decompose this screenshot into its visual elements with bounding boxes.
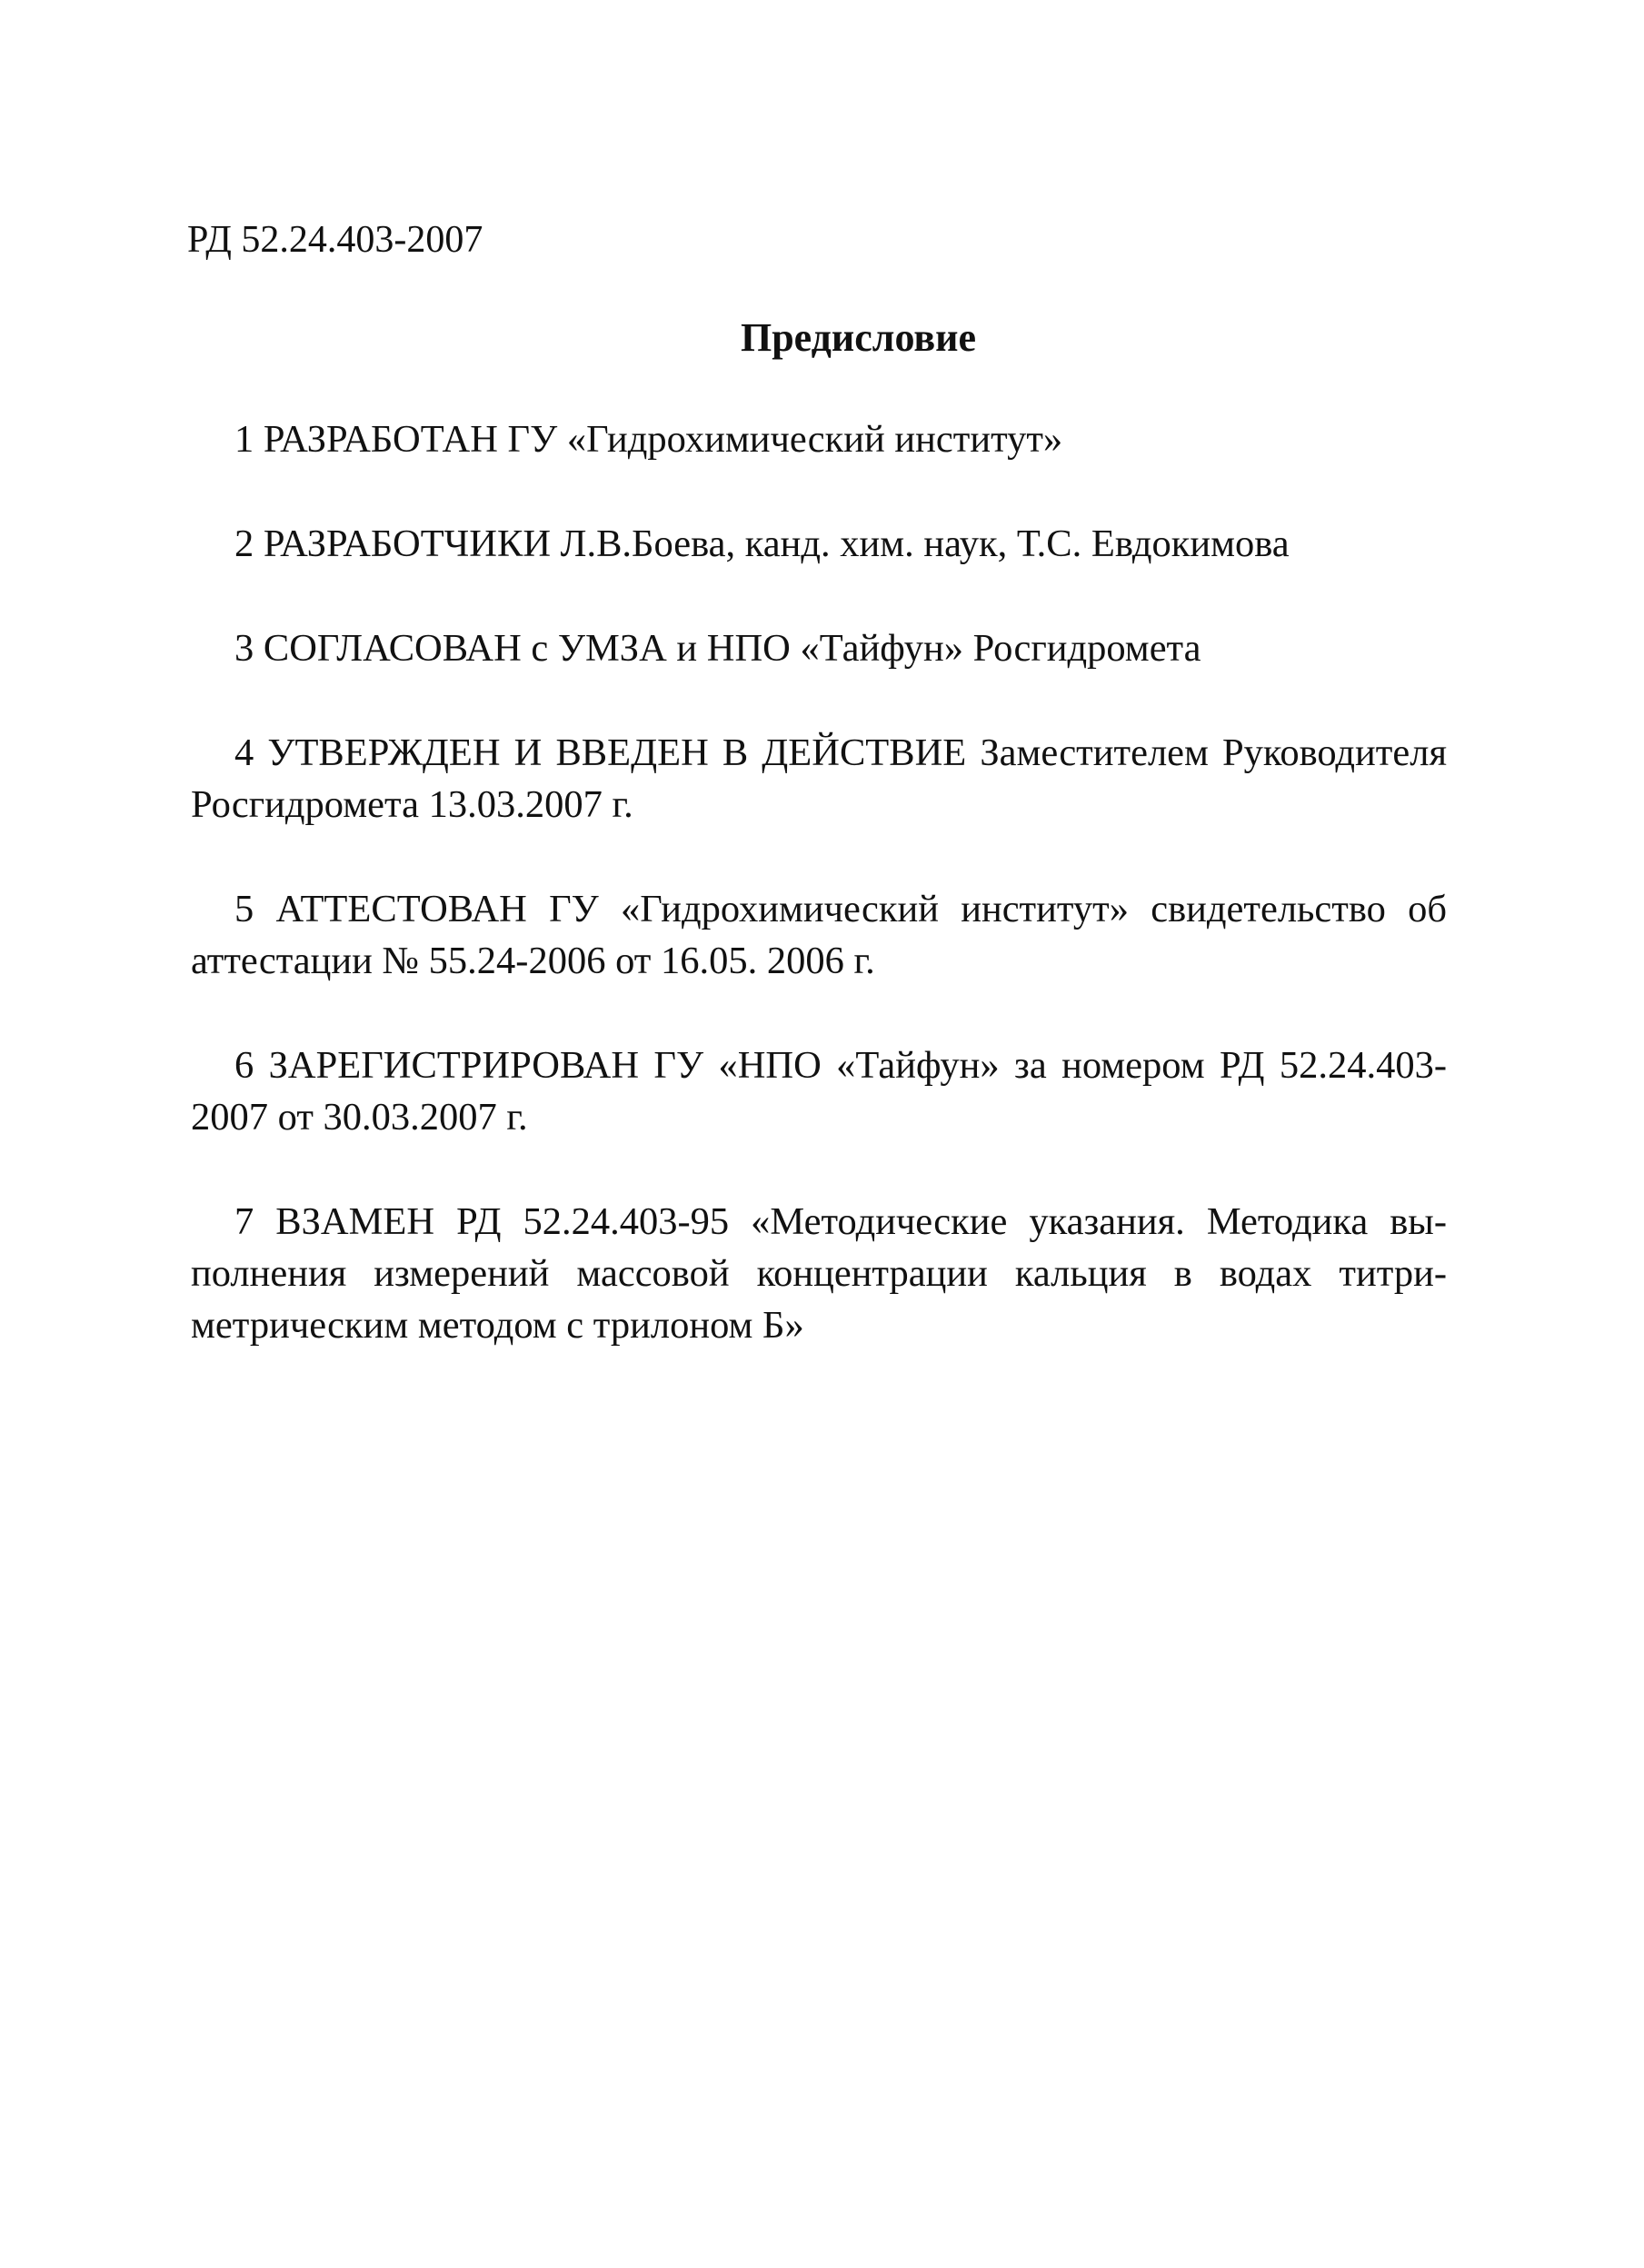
document-code: РД 52.24.403-2007 — [187, 219, 483, 261]
preface-item-replaces: 7 ВЗАМЕН РД 52.24.403-95 «Методические указания. Методика выполнения измерений массовой концентрации кальция в водах титриметрическим методом с трилоном Б» — [191, 1200, 1447, 1347]
preface-item-approved: 4 УТВЕРЖДЕН И ВВЕДЕН В ДЕЙСТВИЕ Заместителем Руководителя Росгидромета 13.03.2007 г. — [191, 731, 1447, 826]
preface-item-developers: 2 РАЗРАБОТЧИКИ Л.В.Боева, канд. хим. наук, Т.С. Евдокимова — [234, 522, 1290, 565]
page-title: Предисловие — [740, 315, 976, 360]
preface-item-agreed: 3 СОГЛАСОВАН с УМЗА и НПО «Тайфун» Росгидромета — [234, 627, 1201, 670]
preface-item-developed-by: 1 РАЗРАБОТАН ГУ «Гидрохимический институт» — [234, 418, 1063, 461]
preface-list — [191, 413, 1447, 1404]
preface-item-certified: 5 АТТЕСТОВАН ГУ «Гидрохимический институт» свидетельство об аттестации № 55.24-2006 от 16.05. 2006 г. — [191, 888, 1447, 982]
preface-item-registered: 6 ЗАРЕГИСТРИРОВАН ГУ «НПО «Тайфун» за номером РД 52.24.403-2007 от 30.03.2007 г. — [191, 1044, 1447, 1139]
